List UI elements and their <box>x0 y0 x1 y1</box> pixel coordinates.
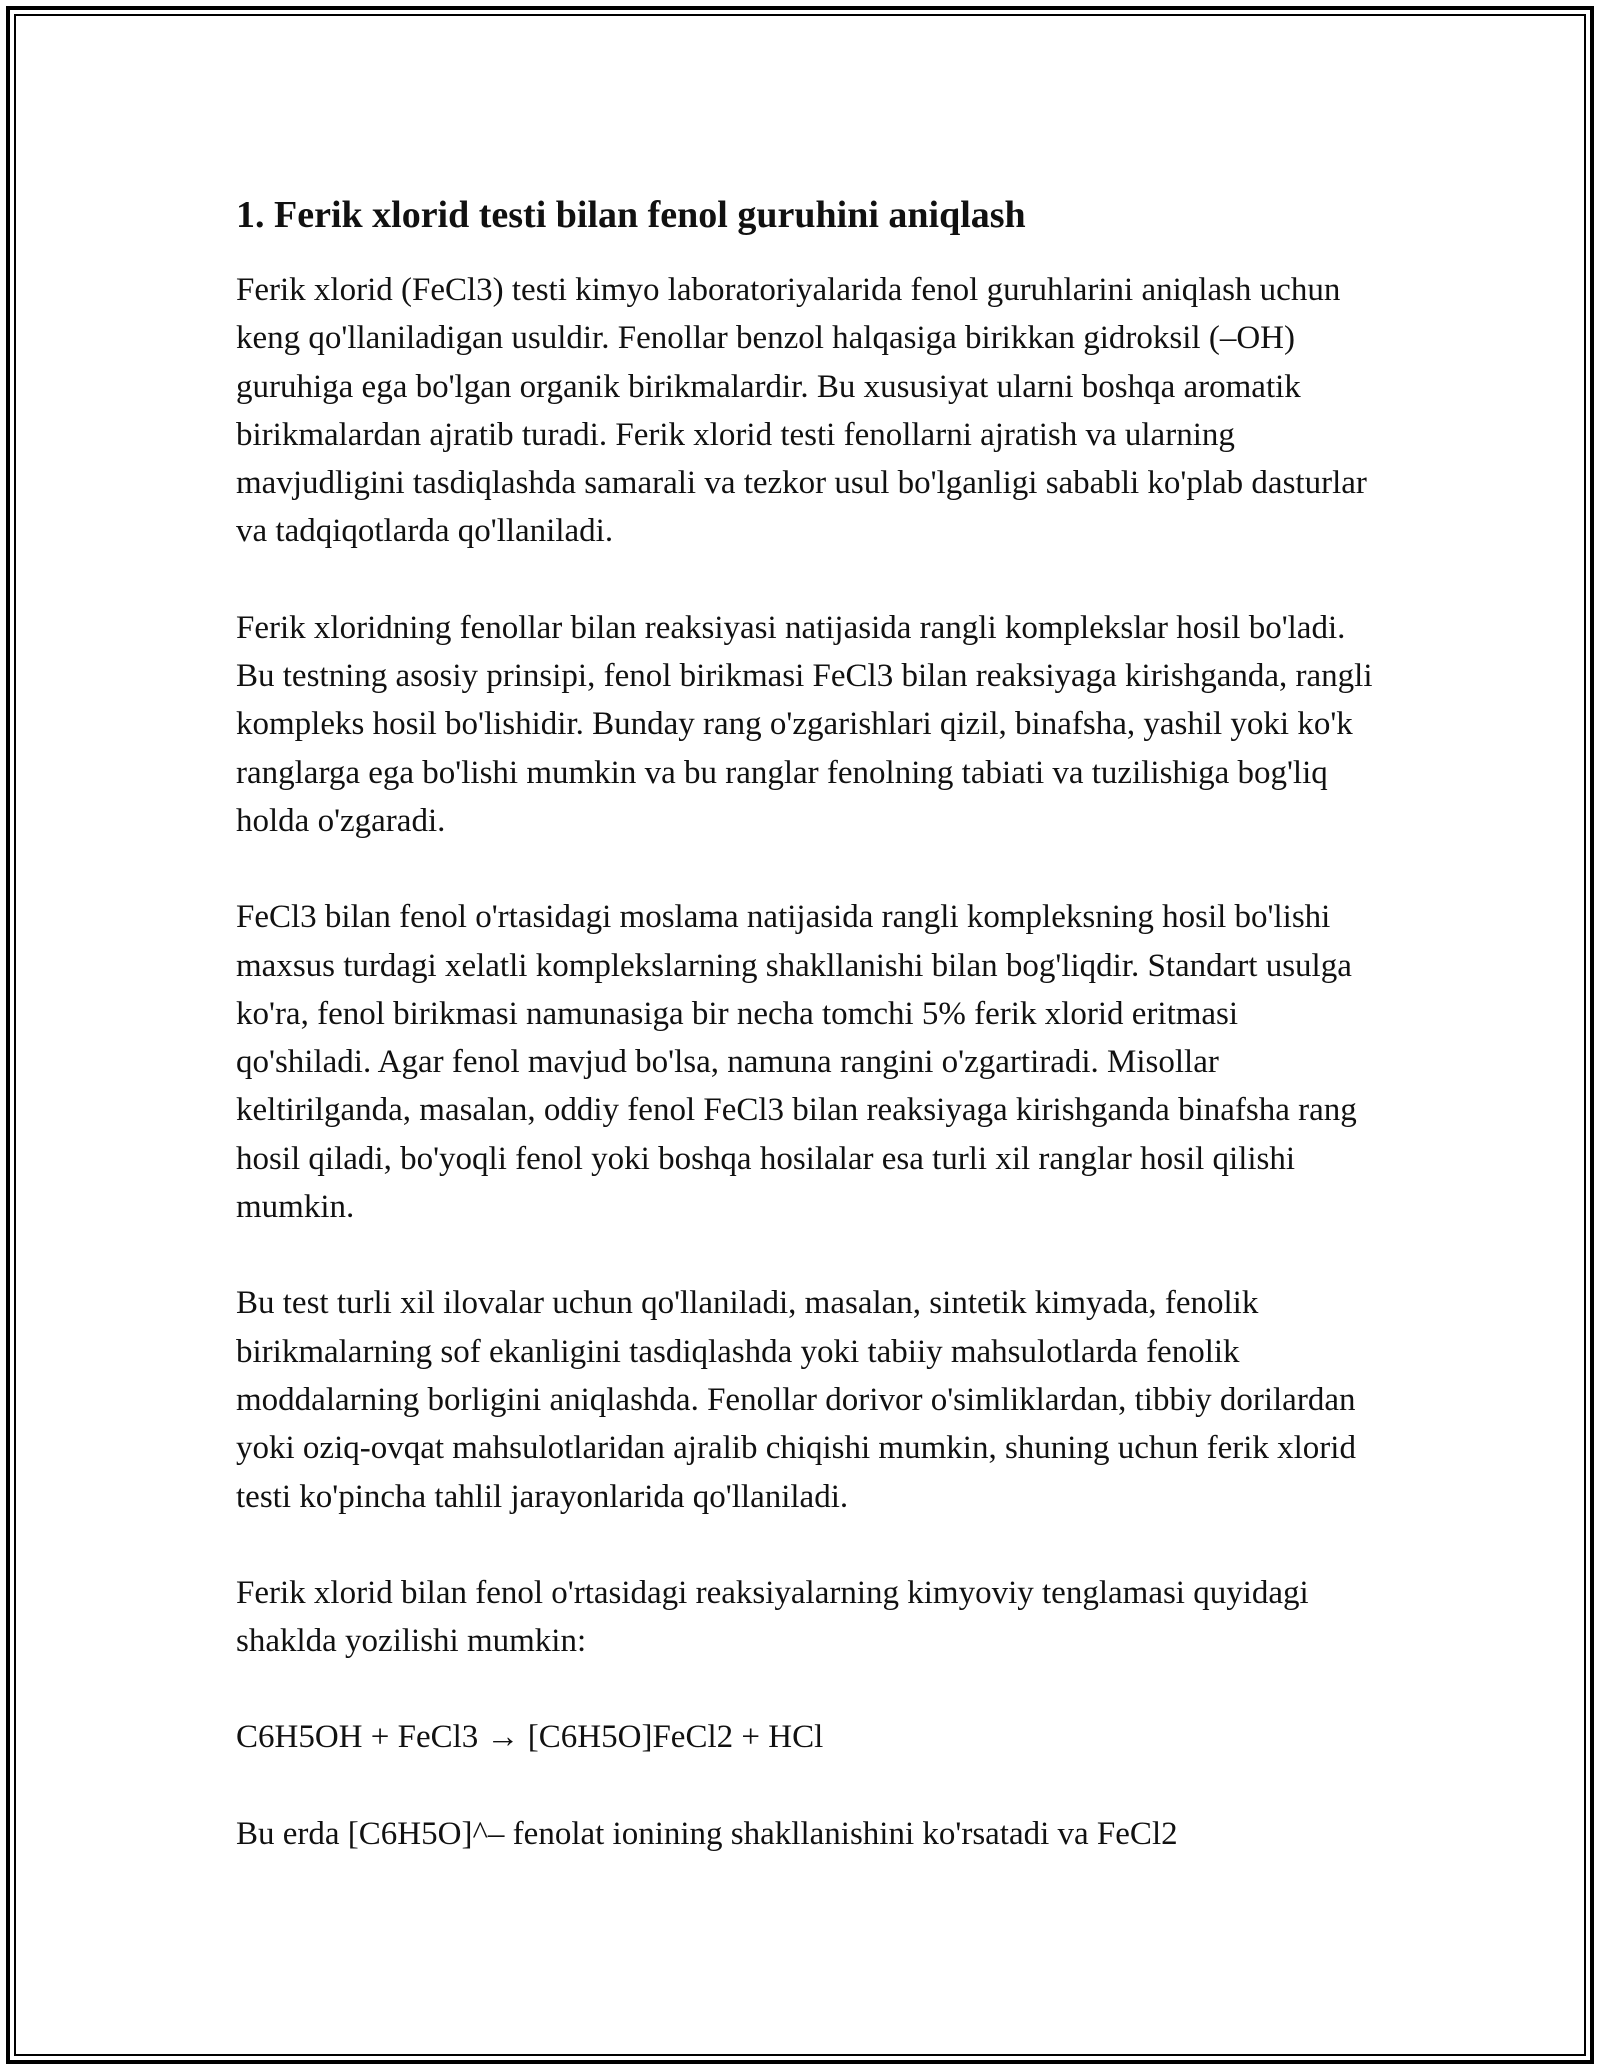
section-heading: 1. Ferik xlorid testi bilan fenol guruhini aniqlash <box>236 194 1026 236</box>
paragraph-intro: Ferik xlorid (FeCl3) testi kimyo laboratoriyalarida fenol guruhlarini aniqlash uchun keng qo'llaniladigan usuldir. Fenollar benzol halqasiga birikkan gidroksil (–OH) guruhiga ega bo'lgan organik birikmalardir. Bu xususiyat ularni boshqa aromatik birikmalardan ajratib turadi. Ferik xlorid testi fenollarni ajratish va ularning mavjudligini tasdiqlashda samarali va tezkor usul bo'lganligi sababli ko'plab dasturlar va tadqiqotlarda qo'llaniladi. <box>236 272 1367 550</box>
paragraph-reaction: Ferik xloridning fenollar bilan reaksiyasi natijasida rangli komplekslar hosil bo'ladi. Bu testning asosiy prinsipi, fenol birikmasi FeCl3 bilan reaksiyaga kirishganda, rangli kompleks hosil bo'lishidir. Bunday rang o'zgarishlari qizil, binafsha, yashil yoki ko'k ranglarga ega bo'lishi mumkin va bu ranglar fenolning tabiati va tuzilishiga bog'liq holda o'zgaradi. <box>236 609 1373 839</box>
paragraph-equation-intro: Ferik xlorid bilan fenol o'rtasidagi reaksiyalarning kimyoviy tenglamasi quyidagi shaklda yozilishi mumkin: <box>236 1574 1309 1660</box>
paragraph-complex: FeCl3 bilan fenol o'rtasidagi moslama natijasida rangli kompleksning hosil bo'lishi maxsus turdagi xelatli komplekslarning shakllanishi bilan bog'liqdir. Standart usulga ko'ra, fenol birikmasi namunasiga bir necha tomchi 5% ferik xlorid eritmasi qo'shiladi. Agar fenol mavjud bo'lsa, namuna rangini o'zgartiradi. Misollar keltirilganda, masalan, oddiy fenol FeCl3 bilan reaksiyaga kirishganda binafsha rang hosil qiladi, bo'yoqli fenol yoki boshqa hosilalar esa turli xil ranglar hosil qilishi mumkin. <box>236 899 1357 1226</box>
paragraph-closing: Bu erda [C6H5O]^– fenolat ionining shakllanishini ko'rsatadi va FeCl2 <box>236 1815 1178 1852</box>
document-body <box>236 186 1376 1906</box>
chemical-equation: C6H5OH + FeCl3 → [C6H5O]FeCl2 + HCl <box>236 1719 824 1756</box>
paragraph-applications: Bu test turli xil ilovalar uchun qo'llaniladi, masalan, sintetik kimyada, fenolik birikmalarning sof ekanligini tasdiqlashda yoki tabiiy mahsulotlarda fenolik moddalarning borligini aniqlashda. Fenollar dorivor o'simliklardan, tibbiy dorilardan yoki oziq-ovqat mahsulotlaridan ajralib chiqishi mumkin, shuning uchun ferik xlorid testi ko'pincha tahlil jarayonlarida qo'llaniladi. <box>236 1285 1356 1515</box>
